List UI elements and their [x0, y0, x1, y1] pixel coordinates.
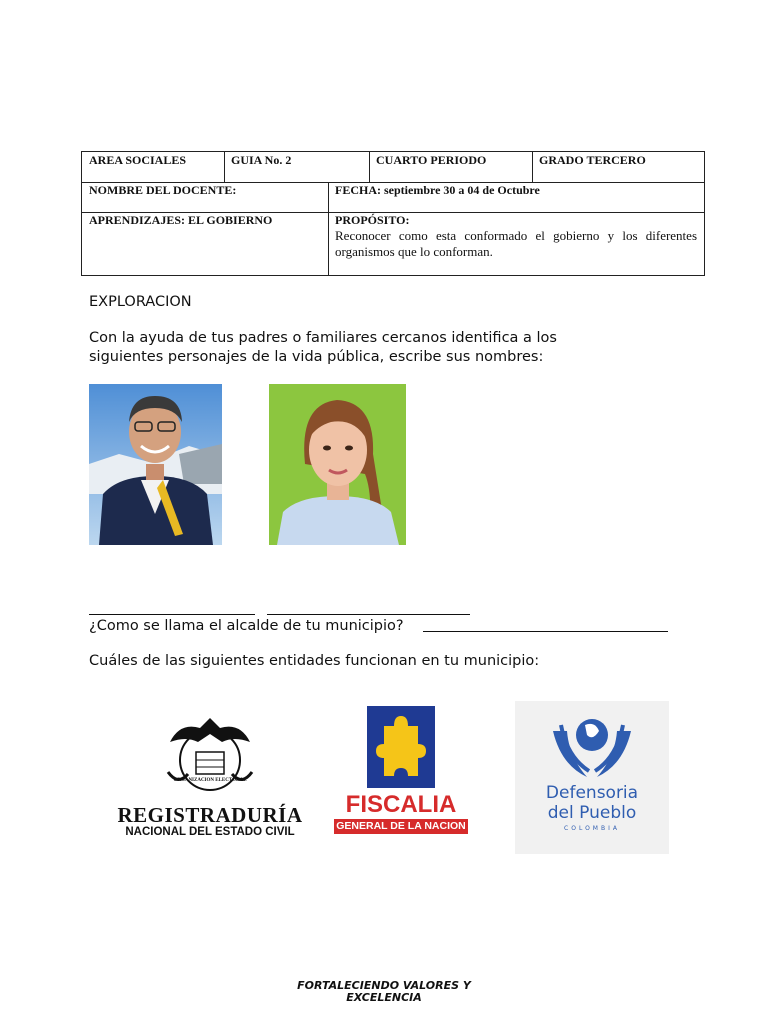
- instruction-line-1: Con la ayuda de tus padres o familiares cercanos identifica a los: [89, 330, 557, 346]
- guia-cell: GUIA No. 2: [231, 153, 292, 167]
- official-portrait-icon: [269, 384, 406, 545]
- answer-line-2[interactable]: [267, 614, 470, 615]
- registraduria-seal-text: ORGANIZACION ELECTORAL: [173, 778, 247, 783]
- photo-official: [269, 384, 406, 545]
- proposito-label: PROPÓSITO:: [335, 213, 410, 227]
- fiscalia-logo: [334, 706, 468, 836]
- fecha-cell: FECHA: septiembre 30 a 04 de Octubre: [335, 183, 540, 197]
- defensoria-country: COLOMBIA: [564, 825, 620, 832]
- registraduria-logo: [108, 712, 312, 842]
- aprendizajes-cell: APRENDIZAJES: EL GOBIERNO: [89, 213, 273, 227]
- grado-cell: GRADO TERCERO: [539, 153, 646, 167]
- entidades-question: Cuáles de las siguientes entidades funcionan en tu municipio:: [89, 653, 540, 669]
- defensoria-hands-icon: [515, 701, 669, 783]
- area-cell: AREA SOCIALES: [89, 153, 187, 167]
- defensoria-title-2: del Pueblo: [547, 803, 637, 823]
- fiscalia-title: FISCALIA: [345, 791, 457, 818]
- defensoria-logo: [515, 701, 669, 854]
- section-title: EXPLORACION: [89, 294, 192, 310]
- header-table: [81, 151, 705, 276]
- fiscalia-puzzle-icon: [334, 706, 468, 790]
- proposito-cell: [328, 212, 704, 261]
- footer-line-2: EXCELENCIA: [346, 991, 422, 1004]
- footer: [0, 980, 768, 1004]
- docente-cell: NOMBRE DEL DOCENTE:: [89, 183, 237, 197]
- answer-line-1[interactable]: [89, 614, 255, 615]
- footer-line-1: FORTALECIENDO VALORES Y: [297, 979, 471, 992]
- registraduria-seal-icon: [108, 712, 312, 804]
- fiscalia-subtitle: GENERAL DE LA NACION: [334, 819, 468, 834]
- registraduria-title: REGISTRADURÍA: [117, 803, 303, 827]
- answer-line-alcalde[interactable]: [423, 631, 668, 632]
- proposito-text: Reconocer como esta conformado el gobierno y los diferentes organismos que lo conforman.: [335, 228, 697, 259]
- instruction-line-2: siguientes personajes de la vida pública, escribe sus nombres:: [89, 349, 544, 365]
- defensoria-title: Defensoria: [545, 783, 639, 803]
- president-portrait-icon: [89, 384, 222, 545]
- alcalde-question: ¿Como se llama el alcalde de tu municipio?: [89, 618, 404, 634]
- registraduria-subtitle: NACIONAL DEL ESTADO CIVIL: [125, 826, 295, 838]
- photo-president: [89, 384, 222, 545]
- periodo-cell: CUARTO PERIODO: [376, 153, 487, 167]
